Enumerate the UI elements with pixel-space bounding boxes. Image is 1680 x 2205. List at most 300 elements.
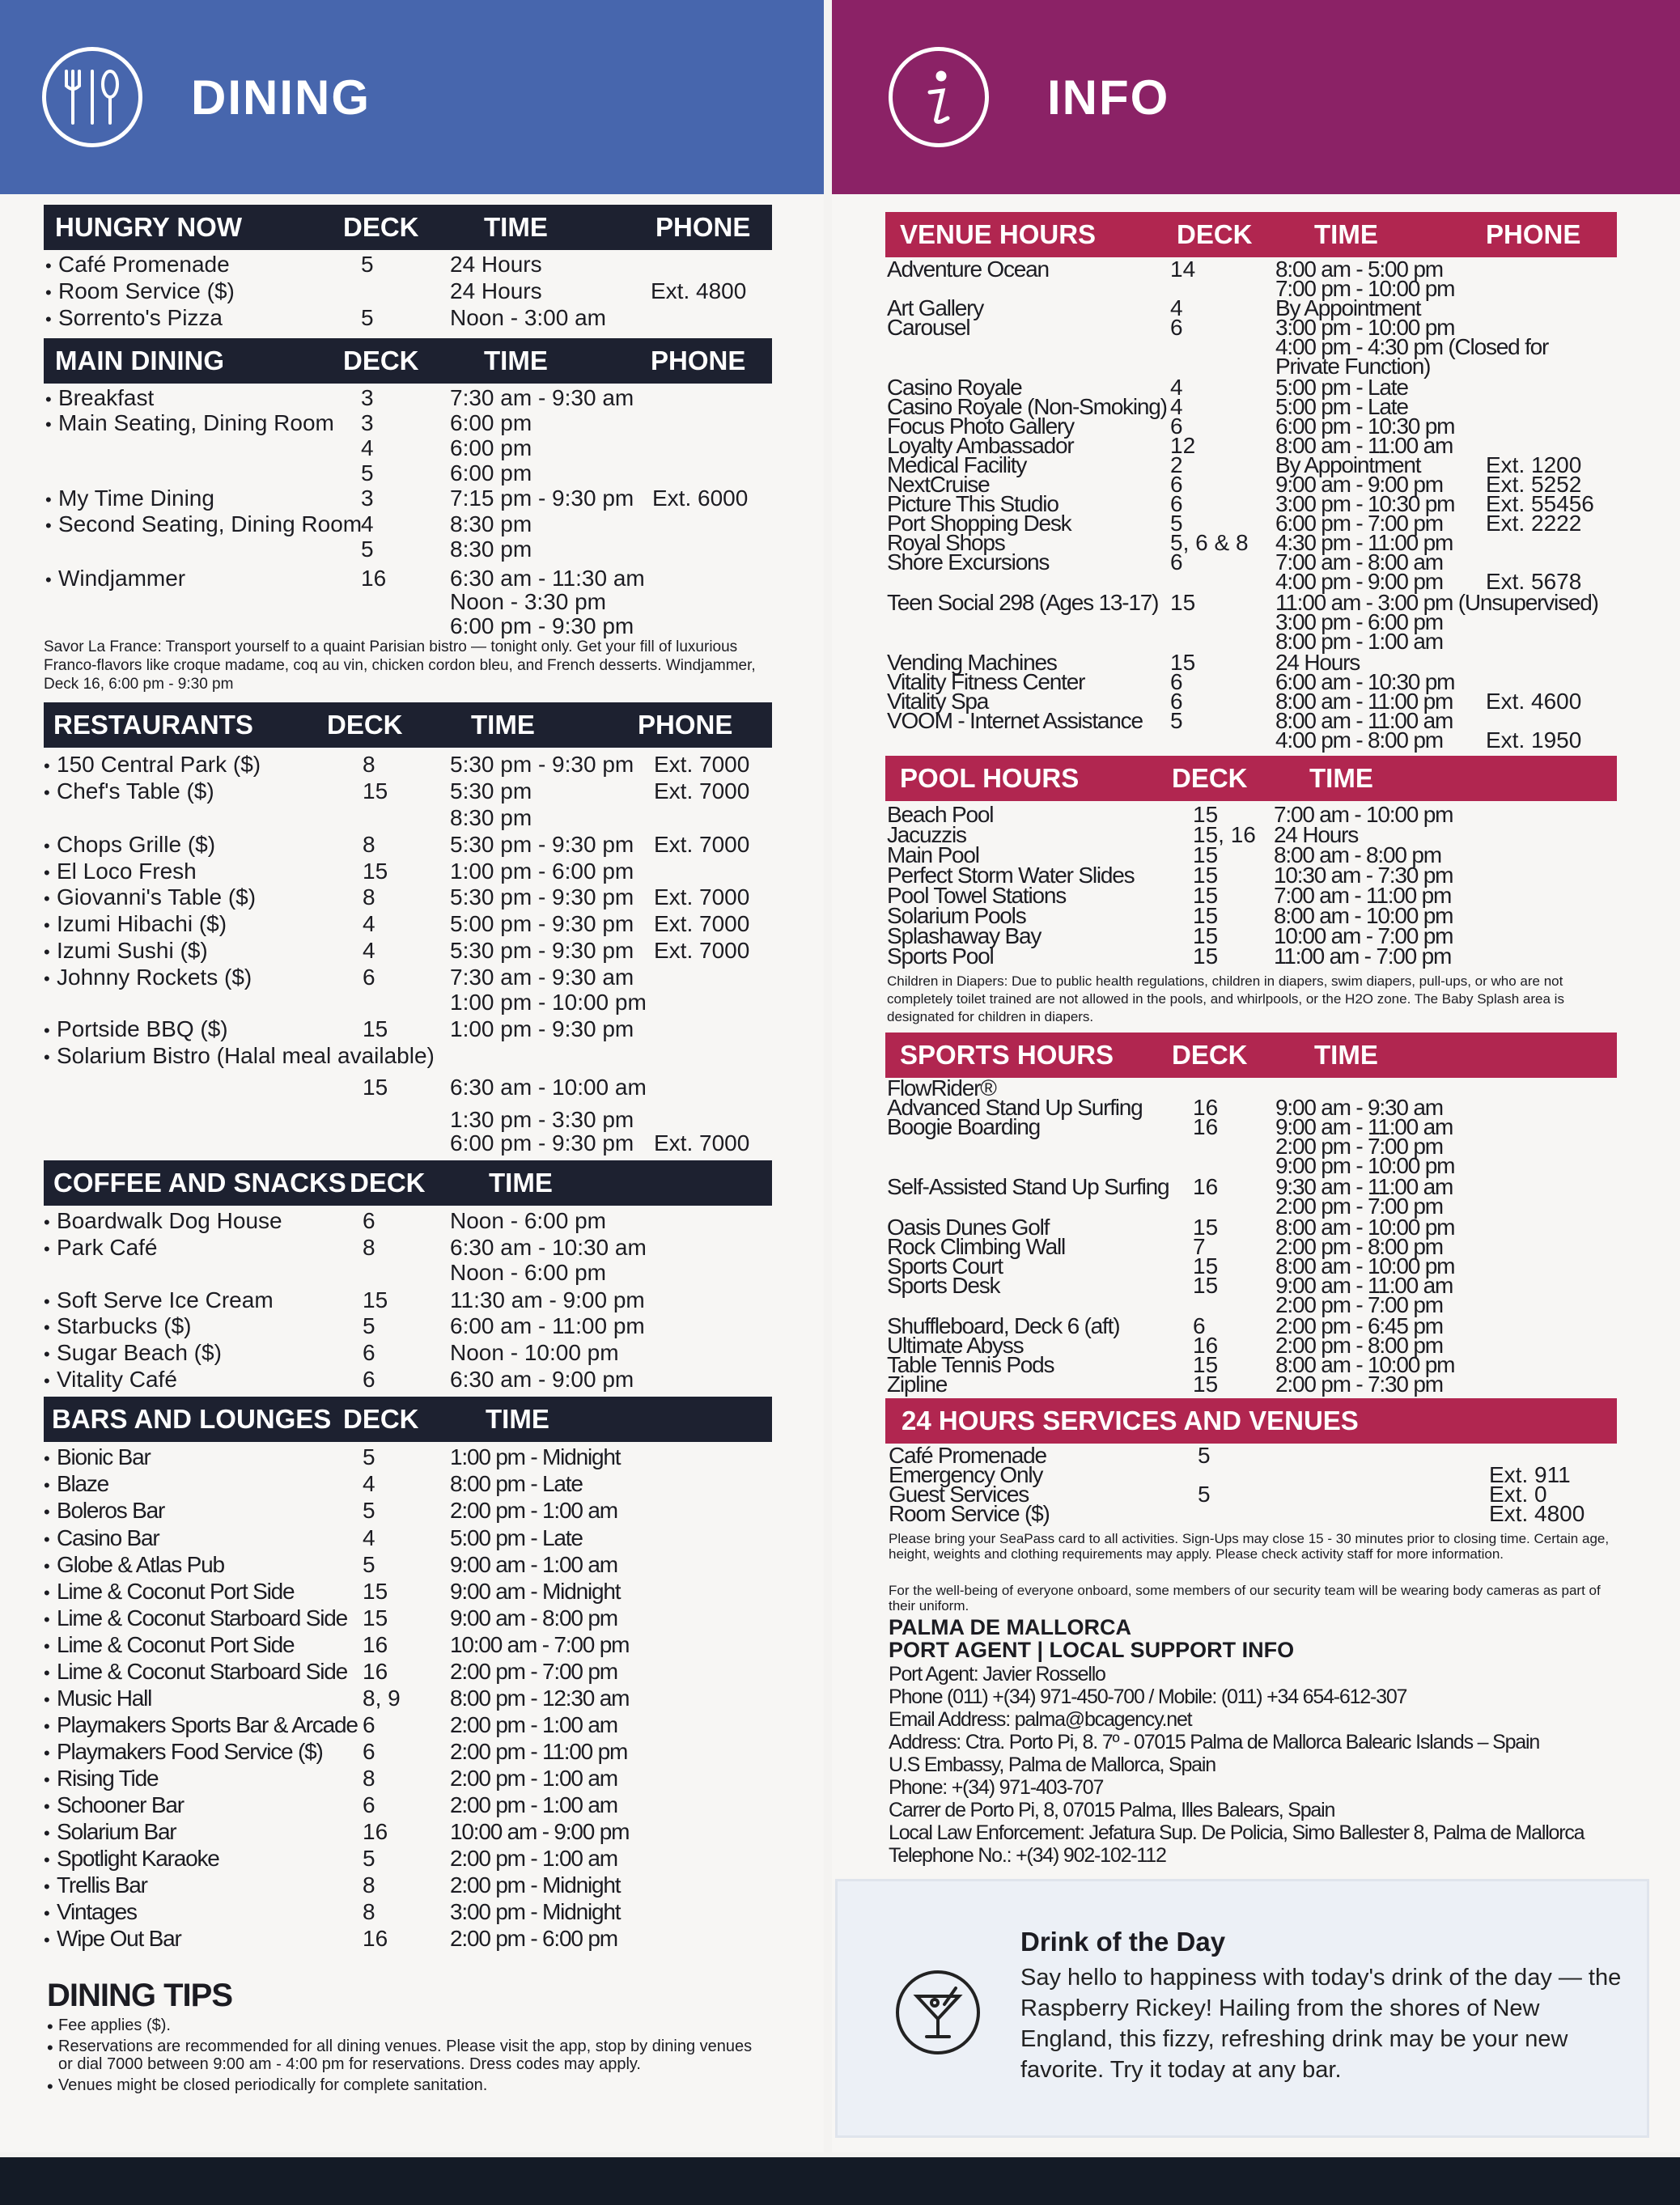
time-value: 2:00 pm - 7:00 pm bbox=[1275, 1134, 1443, 1159]
deck-value: 16 bbox=[363, 1632, 388, 1657]
col-time: TIME bbox=[489, 1168, 553, 1198]
bullet: • bbox=[44, 942, 50, 962]
venue-name: Second Seating, Dining Room bbox=[58, 511, 363, 536]
bullet: • bbox=[44, 836, 50, 856]
deck-value: 15 bbox=[1193, 923, 1219, 948]
venue-name: NextCruise bbox=[887, 472, 990, 497]
deck-value: 12 bbox=[1170, 433, 1196, 458]
venue-name: My Time Dining bbox=[58, 486, 214, 511]
deck-value: 4 bbox=[363, 911, 375, 936]
time-value: 7:30 am - 9:30 am bbox=[450, 385, 634, 410]
time-value: 6:30 am - 9:00 pm bbox=[450, 1367, 634, 1392]
time-value: 5:30 pm bbox=[450, 778, 532, 804]
time-value: Noon - 3:00 am bbox=[450, 305, 606, 330]
venue-name: Teen Social 298 (Ages 13-17) bbox=[887, 590, 1159, 615]
deck-value: 6 bbox=[1193, 1313, 1206, 1338]
deck-value: 5, 6 & 8 bbox=[1170, 530, 1249, 555]
time-value: 7:00 pm - 10:00 pm bbox=[1275, 276, 1455, 301]
deck-value: 16 bbox=[1193, 1095, 1219, 1120]
deck-value: 5 bbox=[1198, 1482, 1211, 1507]
venue-name: Shuffleboard, Deck 6 (aft) bbox=[887, 1313, 1120, 1338]
bullet: • bbox=[44, 1371, 50, 1391]
venue-name: Breakfast bbox=[58, 385, 155, 410]
time-value: 9:00 pm - 10:00 pm bbox=[1275, 1153, 1455, 1178]
section-title: 24 HOURS SERVICES AND VENUES bbox=[902, 1406, 1359, 1435]
venue-name: Vitality Café bbox=[57, 1367, 177, 1392]
deck-value: 16 bbox=[1193, 1333, 1219, 1358]
venue-name: Lime & Coconut Starboard Side bbox=[57, 1605, 347, 1630]
venue-name: Guest Services bbox=[889, 1482, 1029, 1507]
bullet: • bbox=[47, 2016, 53, 2037]
phone-value: Ext. 1200 bbox=[1486, 452, 1582, 477]
bullet: • bbox=[44, 1609, 50, 1630]
phone-value: Ext. 7000 bbox=[654, 832, 750, 857]
time-value: 6:00 pm - 9:30 pm bbox=[450, 613, 634, 638]
venue-name: Advanced Stand Up Surfing bbox=[887, 1095, 1143, 1120]
time-value: 1:00 pm - 10:00 pm bbox=[450, 990, 647, 1015]
time-value: Private Function) bbox=[1275, 354, 1431, 379]
time-value: 11:00 am - 3:00 pm (Unsupervised) bbox=[1275, 590, 1598, 615]
deck-value: 6 bbox=[363, 1208, 375, 1233]
col-deck: DECK bbox=[1172, 1040, 1248, 1070]
time-value: 5:30 pm - 9:30 pm bbox=[450, 884, 634, 910]
time-value: 11:00 am - 7:00 pm bbox=[1274, 943, 1452, 969]
time-value: 7:00 am - 10:00 pm bbox=[1274, 802, 1453, 827]
bullet: • bbox=[44, 1448, 50, 1469]
venue-name: Carousel bbox=[887, 315, 970, 340]
section-title: MAIN DINING bbox=[55, 346, 224, 375]
col-deck: DECK bbox=[343, 1404, 419, 1434]
venue-name: Rising Tide bbox=[57, 1766, 159, 1791]
dining-tip: Fee applies ($). bbox=[58, 2016, 171, 2034]
deck-value: 4 bbox=[361, 511, 374, 536]
time-value: Noon - 6:00 pm bbox=[450, 1260, 606, 1285]
phone-value: Ext. 7000 bbox=[654, 752, 750, 777]
venue-name: Chef's Table ($) bbox=[57, 778, 214, 804]
time-value: 10:00 am - 7:00 pm bbox=[1274, 923, 1453, 948]
bullet: • bbox=[45, 570, 52, 590]
section-title: COFFEE AND SNACKS bbox=[53, 1168, 346, 1198]
info-icon bbox=[889, 47, 989, 147]
phone-value: Ext. 4800 bbox=[651, 278, 747, 303]
section-title: VENUE HOURS bbox=[900, 219, 1097, 249]
bullet: • bbox=[45, 414, 52, 435]
time-value: 5:30 pm - 9:30 pm bbox=[450, 832, 634, 857]
phone-value: Ext. 7000 bbox=[654, 778, 750, 804]
deck-value: 4 bbox=[361, 435, 374, 460]
bullet: • bbox=[44, 1212, 50, 1232]
col-deck: DECK bbox=[350, 1168, 426, 1198]
time-value: 2:00 pm - 1:00 am bbox=[450, 1712, 617, 1737]
phone-value: Ext. 4800 bbox=[1489, 1501, 1585, 1526]
time-value: 6:00 pm - 10:30 pm bbox=[1275, 413, 1455, 439]
venue-name: Art Gallery bbox=[887, 295, 984, 320]
venue-name: Lime & Coconut Port Side bbox=[57, 1579, 295, 1604]
deck-value: 15 bbox=[363, 778, 388, 804]
deck-value: 8 bbox=[363, 832, 375, 857]
bullet: • bbox=[44, 1317, 50, 1338]
deck-value: 15 bbox=[363, 1016, 388, 1041]
port-info-line: Telephone No.: +(34) 902-102-112 bbox=[889, 1844, 1166, 1867]
venue-name: Main Seating, Dining Room bbox=[58, 410, 334, 435]
deck-value: 15 bbox=[1170, 650, 1196, 675]
venue-name: Lime & Coconut Port Side bbox=[57, 1632, 295, 1657]
deck-value: 15 bbox=[1193, 1352, 1219, 1377]
bullet: • bbox=[44, 1903, 50, 1923]
time-value: 9:00 am - 1:00 am bbox=[450, 1552, 617, 1577]
venue-name: Adventure Ocean bbox=[887, 257, 1049, 282]
time-value: 1:00 pm - 6:00 pm bbox=[450, 859, 634, 884]
deck-value: 15 bbox=[363, 1579, 388, 1604]
deck-value: 5 bbox=[363, 1313, 375, 1338]
deck-value: 6 bbox=[1170, 669, 1183, 694]
time-value: 9:00 am - 8:00 pm bbox=[450, 1605, 617, 1630]
time-value: 3:00 pm - Midnight bbox=[450, 1899, 621, 1924]
col-deck: DECK bbox=[1172, 763, 1248, 793]
time-value: 8:30 pm bbox=[450, 511, 532, 536]
bullet: • bbox=[47, 2076, 53, 2097]
venue-name: Shore Excursions bbox=[887, 549, 1050, 575]
time-value: 8:30 pm bbox=[450, 805, 532, 830]
time-value: 8:00 am - 10:00 pm bbox=[1275, 1215, 1455, 1240]
venue-name: Chops Grille ($) bbox=[57, 832, 216, 857]
venue-name: Solarium Bistro (Halal meal available) bbox=[57, 1043, 435, 1068]
drink-title: Drink of the Day bbox=[1020, 1927, 1226, 1957]
info-banner bbox=[832, 0, 1680, 194]
time-value: 3:00 pm - 10:30 pm bbox=[1275, 491, 1455, 516]
time-value: 8:00 am - 11:00 am bbox=[1275, 708, 1453, 733]
phone-value: Ext. 2222 bbox=[1486, 511, 1582, 536]
venue-name: Perfect Storm Water Slides bbox=[887, 863, 1135, 888]
time-value: 11:30 am - 9:00 pm bbox=[450, 1287, 645, 1312]
deck-value: 6 bbox=[363, 1367, 375, 1392]
bullet: • bbox=[44, 1796, 50, 1817]
dining-tips-title: DINING TIPS bbox=[47, 1978, 233, 2013]
time-value: By Appointment bbox=[1275, 295, 1421, 320]
deck-value: 15 bbox=[1193, 863, 1219, 888]
deck-value: 8 bbox=[363, 752, 375, 777]
venue-name: Schooner Bar bbox=[57, 1792, 184, 1817]
deck-value: 5 bbox=[363, 1444, 375, 1469]
venue-name: Emergency Only bbox=[889, 1462, 1043, 1487]
venue-name: Boleros Bar bbox=[57, 1498, 165, 1523]
venue-name: Oasis Dunes Golf bbox=[887, 1215, 1050, 1240]
time-value: 6:30 am - 11:30 am bbox=[450, 566, 645, 591]
time-value: 24 Hours bbox=[450, 278, 542, 303]
phone-value: Ext. 4600 bbox=[1486, 689, 1582, 714]
venue-name: VOOM - Internet Assistance bbox=[887, 708, 1143, 733]
deck-value: 6 bbox=[1170, 491, 1183, 516]
phone-value: Ext. 6000 bbox=[652, 486, 749, 511]
deck-value: 15, 16 bbox=[1193, 822, 1256, 847]
time-value: 8:00 pm - 12:30 am bbox=[450, 1686, 630, 1711]
venue-name: Lime & Coconut Starboard Side bbox=[57, 1659, 347, 1684]
time-value: Noon - 6:00 pm bbox=[450, 1208, 606, 1233]
port-info-line: Phone: +(34) 971-403-707 bbox=[889, 1776, 1104, 1799]
deck-value: 5 bbox=[361, 460, 374, 486]
deck-value: 16 bbox=[363, 1926, 388, 1951]
venue-name: Giovanni's Table ($) bbox=[57, 884, 257, 910]
venue-name: Port Shopping Desk bbox=[887, 511, 1071, 536]
deck-value: 6 bbox=[1170, 315, 1183, 340]
deck-value: 6 bbox=[1170, 689, 1183, 714]
port-title: PALMA DE MALLORCA bbox=[889, 1615, 1131, 1639]
time-value: 2:00 pm - 7:00 pm bbox=[1275, 1194, 1443, 1219]
bullet: • bbox=[44, 1690, 50, 1710]
time-value: 24 Hours bbox=[1275, 650, 1360, 675]
time-value: 10:30 am - 7:30 pm bbox=[1274, 863, 1453, 888]
time-value: 8:00 pm - 1:00 am bbox=[1275, 629, 1443, 654]
venue-name: Café Promenade bbox=[58, 252, 230, 277]
coffee-snacks-header bbox=[44, 1160, 772, 1206]
time-value: 4:00 pm - 9:00 pm bbox=[1275, 569, 1443, 594]
deck-value: 15 bbox=[1170, 590, 1196, 615]
deck-value: 8 bbox=[363, 884, 375, 910]
venue-name: Sports Desk bbox=[887, 1273, 1000, 1298]
time-value: By Appointment bbox=[1275, 452, 1421, 477]
deck-value: 15 bbox=[1193, 943, 1219, 969]
venue-name: Room Service ($) bbox=[58, 278, 235, 303]
hungry-now-header bbox=[44, 205, 772, 250]
time-value: 7:00 am - 11:00 pm bbox=[1274, 883, 1452, 908]
deck-value: 8 bbox=[363, 1872, 375, 1898]
bullet: • bbox=[44, 1663, 50, 1683]
drink-of-the-day-box bbox=[835, 1879, 1649, 2138]
deck-value: 15 bbox=[1193, 1215, 1219, 1240]
time-value: Noon - 10:00 pm bbox=[450, 1340, 619, 1365]
deck-value: 6 bbox=[363, 1739, 375, 1764]
bullet: • bbox=[45, 282, 52, 303]
time-value: 6:00 am - 10:30 pm bbox=[1275, 669, 1455, 694]
deck-value: 6 bbox=[1170, 413, 1183, 439]
col-time: TIME bbox=[1309, 763, 1373, 793]
venue-name: Pool Towel Stations bbox=[887, 883, 1067, 908]
bullet: • bbox=[45, 256, 52, 276]
port-info-line: Phone (011) +(34) 971-450-700 / Mobile: (011) +34 654-612-307 bbox=[889, 1686, 1407, 1708]
venue-name: Solarium Pools bbox=[887, 903, 1026, 928]
time-value: 10:00 am - 9:00 pm bbox=[450, 1819, 630, 1844]
col-deck: DECK bbox=[343, 212, 419, 242]
deck-value: 5 bbox=[1170, 708, 1183, 733]
time-value: 24 Hours bbox=[1274, 822, 1359, 847]
bullet: • bbox=[44, 756, 50, 776]
time-value: Noon - 3:30 pm bbox=[450, 589, 606, 614]
venue-name: Main Pool bbox=[887, 842, 979, 867]
time-value: 1:00 pm - 9:30 pm bbox=[450, 1016, 634, 1041]
venue-name: Starbucks ($) bbox=[57, 1313, 192, 1338]
venue-name: Music Hall bbox=[57, 1686, 152, 1711]
time-value: 1:00 pm - Midnight bbox=[450, 1444, 621, 1469]
section-title: RESTAURANTS bbox=[53, 710, 253, 740]
deck-value: 4 bbox=[363, 1525, 375, 1550]
deck-value: 8 bbox=[363, 1899, 375, 1924]
bullet: • bbox=[44, 1876, 50, 1897]
venue-name: Portside BBQ ($) bbox=[57, 1016, 228, 1041]
venue-name: Spotlight Karaoke bbox=[57, 1846, 219, 1871]
deck-value: 4 bbox=[1170, 375, 1183, 400]
section-title: HUNGRY NOW bbox=[55, 212, 242, 242]
col-time: TIME bbox=[484, 212, 548, 242]
info-title: INFO bbox=[1047, 70, 1170, 125]
phone-value: Ext. 7000 bbox=[654, 938, 750, 963]
col-time: TIME bbox=[1314, 1040, 1378, 1070]
port-info-line: Port Agent: Javier Rossello bbox=[889, 1663, 1105, 1686]
time-value: 8:00 am - 10:00 pm bbox=[1275, 1253, 1455, 1278]
deck-value: 6 bbox=[363, 1340, 375, 1365]
time-value: 6:00 pm - 9:30 pm bbox=[450, 1130, 634, 1156]
venue-name: Vending Machines bbox=[887, 650, 1057, 675]
port-info-line: Address: Ctra. Porto Pi, 8. 7º - 07015 Palma de Mallorca Balearic Islands – Spain bbox=[889, 1731, 1540, 1753]
time-value: 5:30 pm - 9:30 pm bbox=[450, 938, 634, 963]
time-value: 2:00 pm - 7:00 pm bbox=[450, 1659, 617, 1684]
bullet: • bbox=[44, 1823, 50, 1843]
time-value: 2:00 pm - 8:00 pm bbox=[1275, 1234, 1443, 1259]
deck-value: 16 bbox=[361, 566, 387, 591]
venue-name: Vitality Fitness Center bbox=[887, 669, 1085, 694]
time-value: 5:00 pm - 9:30 pm bbox=[450, 911, 634, 936]
deck-value: 15 bbox=[363, 859, 388, 884]
venue-name: Focus Photo Gallery bbox=[887, 413, 1074, 439]
venue-name: Sugar Beach ($) bbox=[57, 1340, 222, 1365]
deck-value: 15 bbox=[363, 1605, 388, 1630]
time-value: 10:00 am - 7:00 pm bbox=[450, 1632, 630, 1657]
phone-value: Ext. 7000 bbox=[654, 884, 750, 910]
venue-name: Johnny Rockets ($) bbox=[57, 965, 252, 990]
col-deck: DECK bbox=[327, 710, 403, 740]
deck-value: 8, 9 bbox=[363, 1686, 401, 1711]
bullet: • bbox=[44, 1930, 50, 1950]
bars-lounges-header bbox=[44, 1397, 772, 1442]
venue-name: Vintages bbox=[57, 1899, 137, 1924]
deck-value: 15 bbox=[1193, 883, 1219, 908]
time-value: 2:00 pm - 1:00 am bbox=[450, 1846, 617, 1871]
phone-value: Ext. 0 bbox=[1489, 1482, 1547, 1507]
time-value: 2:00 pm - 6:45 pm bbox=[1275, 1313, 1443, 1338]
venue-name: Bionic Bar bbox=[57, 1444, 151, 1469]
col-phone: PHONE bbox=[651, 346, 746, 375]
time-value: 8:30 pm bbox=[450, 536, 532, 562]
bullet: • bbox=[44, 1291, 50, 1312]
time-value: 7:30 am - 9:30 am bbox=[450, 965, 634, 990]
section-title: SPORTS HOURS bbox=[900, 1040, 1114, 1070]
section-title: POOL HOURS bbox=[900, 763, 1080, 793]
time-value: 24 Hours bbox=[450, 252, 542, 277]
col-phone: PHONE bbox=[638, 710, 733, 740]
time-value: 8:00 am - 11:00 pm bbox=[1275, 689, 1453, 714]
venue-name: Casino Royale (Non-Smoking) bbox=[887, 394, 1167, 419]
bullet: • bbox=[45, 389, 52, 409]
venue-name: Playmakers Sports Bar & Arcade bbox=[57, 1712, 358, 1737]
time-value: 2:00 pm - 7:00 pm bbox=[1275, 1292, 1443, 1317]
col-phone: PHONE bbox=[655, 212, 751, 242]
dining-tip: Reservations are recommended for all dining venues. Please visit the app, stop by dining venues or dial 7000 between 9:00 am - 4:00 pm for reservations. Dress codes may apply. bbox=[58, 2038, 753, 2073]
services-note: Please bring your SeaPass card to all activities. Sign-Ups may close 15 - 30 minutes prior to closing time. Certain age, height, weights and clothing requirements may apply. Please check activity staff for more information. bbox=[889, 1531, 1610, 1562]
bullet: • bbox=[44, 1716, 50, 1736]
venue-name: Café Promenade bbox=[889, 1443, 1046, 1468]
deck-value: 6 bbox=[363, 965, 375, 990]
deck-value: 5 bbox=[363, 1498, 375, 1523]
bullet: • bbox=[45, 490, 52, 510]
deck-value: 16 bbox=[363, 1819, 388, 1844]
port-subtitle: PORT AGENT | LOCAL SUPPORT INFO bbox=[889, 1638, 1295, 1662]
phone-value: Ext. 5252 bbox=[1486, 472, 1582, 497]
venue-name: Medical Facility bbox=[887, 452, 1027, 477]
time-value: 8:00 am - 10:00 pm bbox=[1274, 903, 1453, 928]
section-title: BARS AND LOUNGES bbox=[52, 1404, 332, 1434]
time-value: 9:30 am - 11:00 am bbox=[1275, 1174, 1453, 1199]
bullet: • bbox=[44, 1239, 50, 1259]
venue-name: Beach Pool bbox=[887, 802, 994, 827]
deck-value: 7 bbox=[1193, 1234, 1206, 1259]
time-value: 9:00 am - Midnight bbox=[450, 1579, 621, 1604]
bullet: • bbox=[45, 309, 52, 329]
venue-name: Ultimate Abyss bbox=[887, 1333, 1024, 1358]
time-value: 8:00 am - 11:00 am bbox=[1275, 433, 1453, 458]
venue-name: Windjammer bbox=[58, 566, 186, 591]
bullet: • bbox=[44, 1502, 50, 1522]
bullet: • bbox=[44, 1529, 50, 1550]
venue-name: Trellis Bar bbox=[57, 1872, 147, 1898]
deck-value: 15 bbox=[1193, 1372, 1219, 1397]
deck-value: 15 bbox=[1193, 1253, 1219, 1278]
deck-value: 4 bbox=[1170, 394, 1183, 419]
deck-value: 16 bbox=[1193, 1114, 1219, 1139]
port-info-line: Carrer de Porto Pi, 8, 07015 Palma, Illes Balears, Spain bbox=[889, 1799, 1335, 1821]
venue-name: Sorrento's Pizza bbox=[58, 305, 223, 330]
deck-value: 14 bbox=[1170, 257, 1196, 282]
time-value: 9:00 am - 11:00 am bbox=[1275, 1273, 1453, 1298]
time-value: 5:00 pm - Late bbox=[450, 1525, 583, 1550]
venue-name: El Loco Fresh bbox=[57, 859, 197, 884]
deck-value: 6 bbox=[1170, 472, 1183, 497]
bullet: • bbox=[44, 782, 50, 803]
main-dining-header bbox=[44, 338, 772, 384]
time-value: 4:30 pm - 11:00 pm bbox=[1275, 530, 1453, 555]
deck-value: 3 bbox=[361, 410, 374, 435]
time-value: 7:15 pm - 9:30 pm bbox=[450, 486, 634, 511]
time-value: 4:00 pm - 8:00 pm bbox=[1275, 727, 1443, 753]
venue-name: Zipline bbox=[887, 1372, 948, 1397]
bottom-bar bbox=[0, 2157, 1680, 2205]
time-value: 5:00 pm - Late bbox=[1275, 394, 1408, 419]
venue-name: FlowRider® bbox=[887, 1075, 996, 1100]
time-value: 9:00 am - 9:00 pm bbox=[1275, 472, 1443, 497]
venue-name: Splashaway Bay bbox=[887, 923, 1042, 948]
deck-value: 15 bbox=[363, 1075, 388, 1100]
time-value: 2:00 pm - 1:00 am bbox=[450, 1792, 617, 1817]
bullet: • bbox=[44, 1047, 50, 1067]
venue-name: Sports Court bbox=[887, 1253, 1003, 1278]
dining-title: DINING bbox=[191, 70, 371, 125]
deck-value: 15 bbox=[363, 1287, 388, 1312]
time-value: 2:00 pm - Midnight bbox=[450, 1872, 621, 1898]
venue-name: Wipe Out Bar bbox=[57, 1926, 181, 1951]
port-info-line: Email Address: palma@bcagency.net bbox=[889, 1708, 1192, 1731]
bullet: • bbox=[47, 2038, 53, 2058]
deck-value: 8 bbox=[363, 1235, 375, 1260]
venue-name: Boardwalk Dog House bbox=[57, 1208, 282, 1233]
deck-value: 3 bbox=[361, 385, 374, 410]
dining-banner bbox=[0, 0, 824, 194]
deck-value: 4 bbox=[363, 938, 375, 963]
time-value: 1:30 pm - 3:30 pm bbox=[450, 1107, 634, 1132]
phone-value: Ext. 911 bbox=[1489, 1462, 1571, 1487]
bullet: • bbox=[44, 1475, 50, 1495]
services-header bbox=[885, 1398, 1617, 1444]
venue-name: Park Café bbox=[57, 1235, 158, 1260]
deck-value: 5 bbox=[361, 305, 374, 330]
col-time: TIME bbox=[484, 346, 548, 375]
